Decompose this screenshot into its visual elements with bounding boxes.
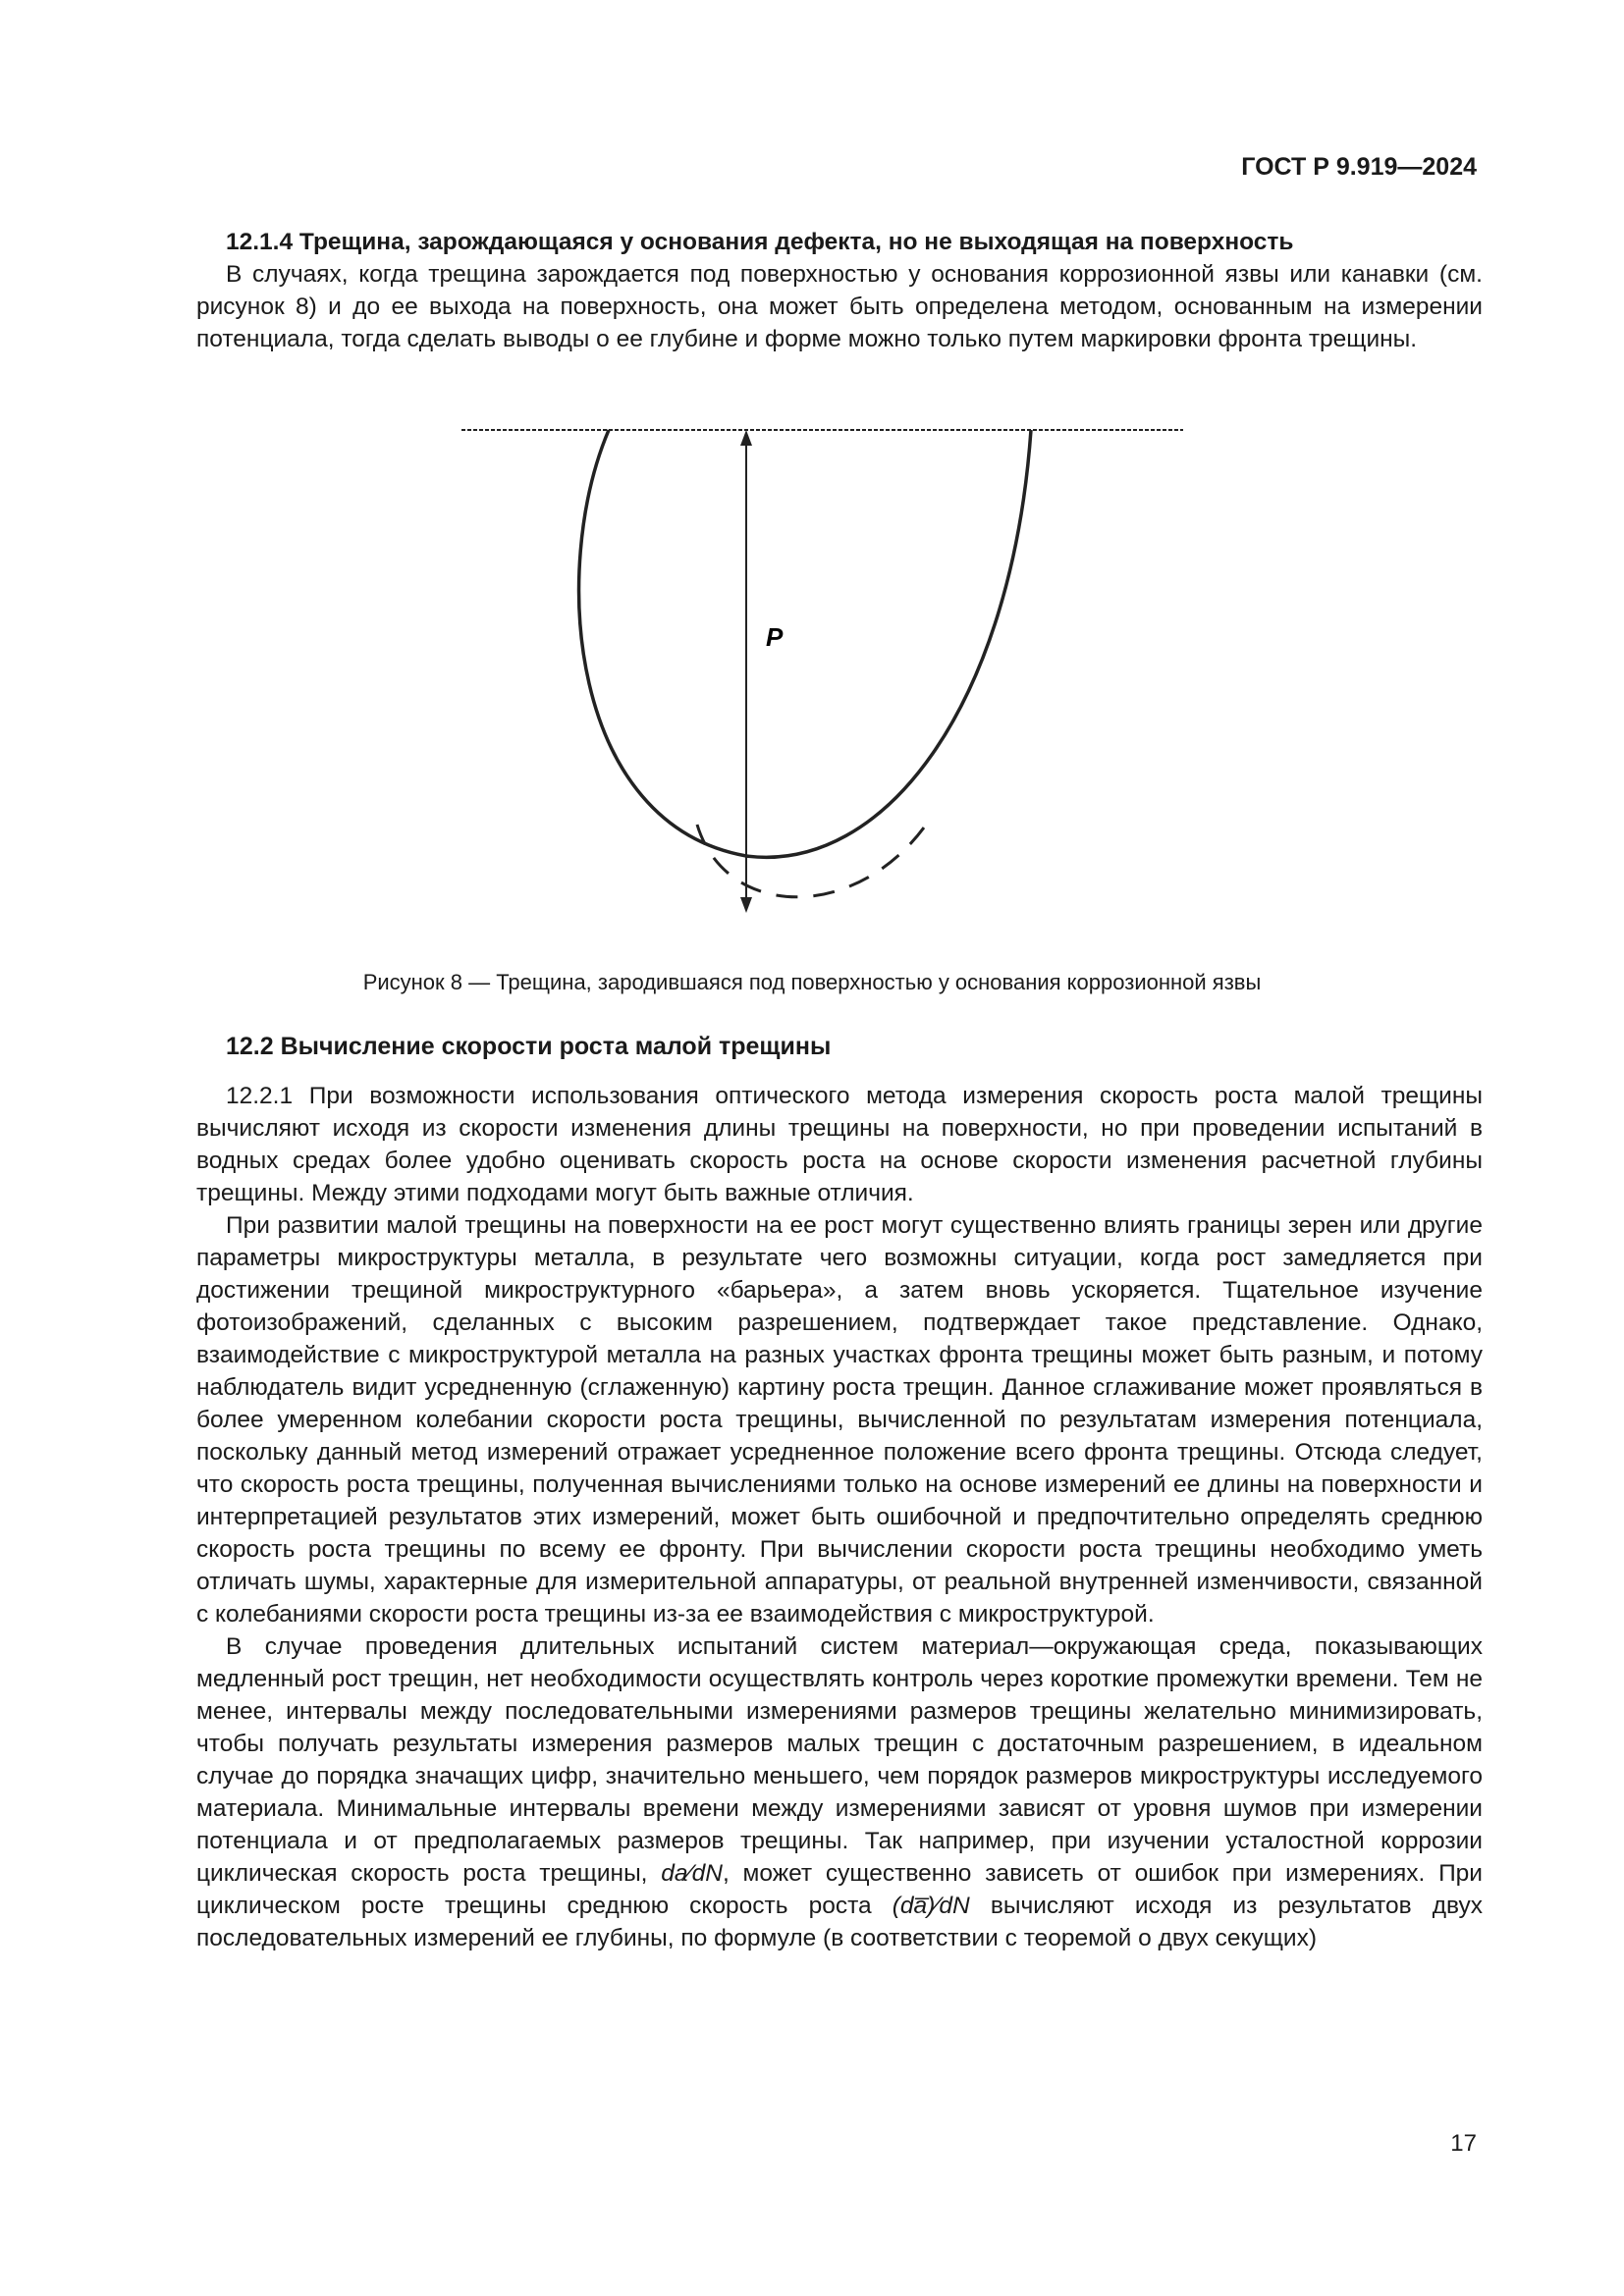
p3-text-1: В случае проведения длительных испытаний систем материал—окружающая среда, показывающих медленный рост трещин, нет необходимости осуществлять контроль через короткие промежутки времени. Тем не менее, интервалы между последовательными измерениями размеров трещины желательно минимизировать, чтобы получать результаты измерения размеров малых трещин с достаточным разрешением, в идеальном случае до порядка значащих цифр, значительно меньшего, чем порядок размеров микроструктуры исследуемого материала. Минимальные интервалы времени между измерениями зависят от уровня шумов при измерении потенциала и от предполагаемых размеров трещины. Так например, при изучении усталостной коррозии циклическая скорость роста трещины, (196, 1633, 1483, 1887)
crack-extension-dashed (697, 815, 933, 897)
section-12-2-body (196, 1080, 1483, 1954)
p3-text-2: , может существенно зависеть от ошибок при измерениях. При циклическом росте трещины среднюю скорость роста (196, 1860, 1483, 1919)
paragraph-long-tests (196, 1630, 1483, 1954)
p3-text-3: вычисляют исходя из результатов двух последовательных измерений ее глубины, по формуле (в соответствии с теоремой о двух секущих) (196, 1893, 1483, 1951)
arrow-head-top (740, 430, 752, 446)
document-id-header: ГОСТ Р 9.919—2024 (1241, 153, 1477, 181)
paragraph-microstructure: При развитии малой трещины на поверхности на ее рост могут существенно влиять границы зерен или другие параметры микроструктуры металла, в результате чего возможны ситуации, когда рост замедляется при достижении трещиной микроструктурного «барьера», а затем вновь ускоряется. Тщательное изучение фотоизображений, сделанных с высоким разрешением, подтверждает такое представление. Однако, взаимодействие с микроструктурой металла на разных участках фронта трещины может быть разным, и потому наблюдатель видит усредненную (сглаженную) картину роста трещин. Данное сглаживание может проявляться в более умеренном колебании скорости роста трещины, вычисленной по результатам измерения потенциала, поскольку данный метод измерений отражает усредненное положение всего фронта трещины. Отсюда следует, что скорость роста трещины, полученная вычислениями только на основе измерений ее длины на поверхности и интерпретацией результатов этих измерений, может быть ошибочной и предпочтительно определять среднюю скорость роста трещины по всему ее фронту. При вычислении скорости роста трещины необходимо уметь отличать шумы, характерные для измерительной аппаратуры, от реальной внутренней изменчивости, связанной с колебаниями скорости роста трещины из-за ее взаимодействия с микроструктурой. (196, 1212, 1483, 1628)
figure-8-crack-diagram (452, 412, 1198, 933)
page-number: 17 (1450, 2130, 1477, 2157)
section-12-2-title: 12.2 Вычисление скорости роста малой трещины (226, 1033, 832, 1060)
average-rate-formula: (da̅)⁄dN (892, 1893, 970, 1919)
paragraph-12-2-1: 12.2.1 При возможности использования оптического метода измерения скорость роста малой трещины вычисляют исходя из скорости изменения длины трещины на поверхности, но при проведении испытаний в водных средах более удобно оценивать скорость роста на основе скорости изменения расчетной глубины трещины. Между этими подходами могут быть важные отличия. (196, 1083, 1483, 1206)
section-12-1-4-paragraph: В случаях, когда трещина зарождается под поверхностью у основания коррозионной язвы или канавки (см. рисунок 8) и до ее выхода на поверхность, она может быть определена методом, основанным на измерении потенциала, тогда сделать выводы о ее глубине и форме можно только путем маркировки фронта трещины. (196, 261, 1483, 352)
crack-outline (579, 430, 1031, 857)
section-12-1-4-title: 12.1.4 Трещина, зарождающаяся у основания дефекта, но не выходящая на поверхность (226, 229, 1294, 255)
section-12-1-4 (196, 226, 1483, 355)
depth-label-p: P (766, 622, 784, 652)
da-dn-term: da⁄dN (661, 1860, 723, 1887)
figure-8-caption: Рисунок 8 — Трещина, зародившаяся под поверхностью у основания коррозионной язвы (362, 970, 1262, 994)
arrow-head-bottom (740, 897, 752, 913)
